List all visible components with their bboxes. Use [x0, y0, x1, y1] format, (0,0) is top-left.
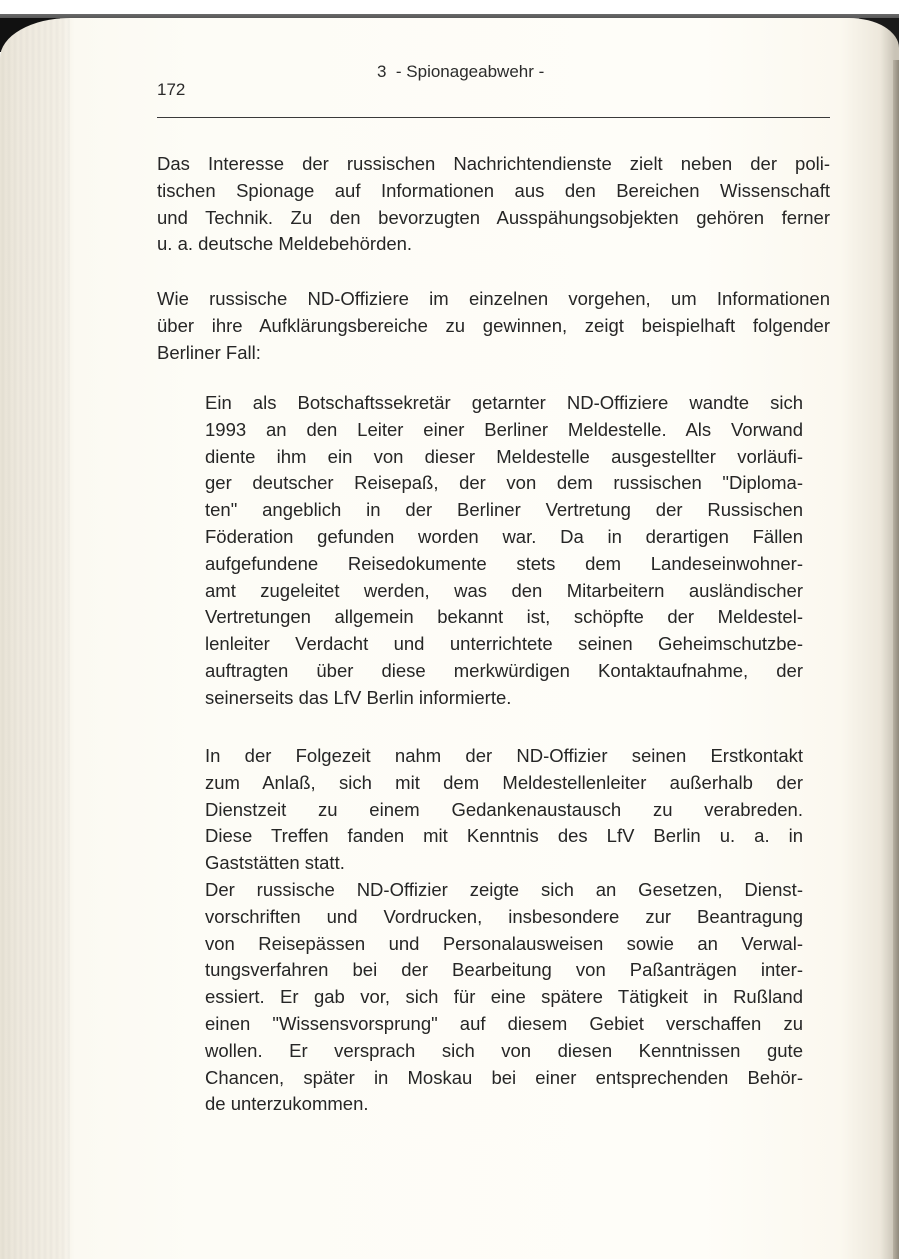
text-line: und Technik. Zu den bevorzugten Ausspähungsobjekten gehören ferner — [157, 206, 830, 228]
header-rule — [157, 117, 830, 118]
text-line: seinerseits das LfV Berlin informierte. — [205, 686, 512, 708]
text-line: Dienstzeit zu einem Gedankenaustausch zu verabreden. — [205, 798, 803, 820]
paragraph-intro — [157, 151, 830, 258]
text-line: Diese Treffen fanden mit Kenntnis des LfV Berlin u. a. in — [205, 825, 803, 847]
text-line: diente ihm ein von dieser Meldestelle ausgestellter vorläufi- — [205, 445, 803, 467]
text-line: Der russische ND-Offizier zeigte sich an Gesetzen, Dienst- — [205, 879, 803, 900]
text-line: lenleiter Verdacht und unterrichtete seinen Geheimschutzbe- — [205, 633, 803, 655]
text-line: ten" angeblich in der Berliner Vertretung der Russischen — [205, 499, 803, 521]
text-line: Gaststätten statt. — [205, 852, 345, 874]
text-line: Föderation gefunden worden war. Da in derartigen Fällen — [205, 525, 803, 547]
text-line: zum Anlaß, sich mit dem Meldestellenleiter außerhalb der — [205, 771, 803, 793]
text-line: In der Folgezeit nahm der ND-Offizier seinen Erstkontakt — [205, 745, 803, 766]
case-paragraph-3 — [205, 877, 803, 1118]
text-line: Das Interesse der russischen Nachrichtendienste zielt neben der poli- — [157, 153, 830, 174]
text-line: Ein als Botschaftssekretär getarnter ND-Offiziere wandte sich — [205, 392, 803, 413]
text-line: tischen Spionage auf Informationen aus den Bereichen Wissenschaft — [157, 179, 830, 201]
text-line: Vertretungen allgemein bekannt ist, schöpfte der Meldestel- — [205, 606, 803, 628]
text-line: vorschriften und Vordrucken, insbesondere zur Beantragung — [205, 905, 803, 927]
paragraph-method — [157, 286, 830, 366]
case-paragraph-1 — [205, 390, 803, 712]
text-line: ger deutscher Reisepaß, der von dem russischen "Diploma- — [205, 472, 803, 494]
text-line: von Reisepässen und Personalausweisen sowie an Verwal- — [205, 932, 803, 954]
text-line: auftragten über diese merkwürdigen Kontaktaufnahme, der — [205, 659, 803, 681]
text-line: über ihre Aufklärungsbereiche zu gewinnen, zeigt beispielhaft folgender — [157, 314, 830, 336]
text-line: essiert. Er gab vor, sich für eine spätere Tätigkeit in Rußland — [205, 986, 803, 1008]
text-line: 1993 an den Leiter einer Berliner Meldestelle. Als Vorwand — [205, 418, 803, 440]
text-line: einen "Wissensvorsprung" auf diesem Gebiet verschaffen zu — [205, 1012, 803, 1034]
text-line: Berliner Fall: — [157, 341, 261, 363]
text-line: aufgefundene Reisedokumente stets dem Landeseinwohner- — [205, 552, 803, 574]
page-right-edge — [893, 60, 899, 1259]
text-line: tungsverfahren bei der Bearbeitung von Paßanträgen inter- — [205, 959, 803, 981]
text-line: amt zugeleitet werden, was den Mitarbeitern ausländischer — [205, 579, 803, 601]
text-line: u. a. deutsche Meldebehörden. — [157, 233, 413, 255]
text-line: wollen. Er versprach sich von diesen Kenntnissen gute — [205, 1039, 803, 1061]
chapter-title: 3 - Spionageabwehr - — [377, 62, 545, 81]
page-number: 172 — [157, 80, 186, 99]
text-line: Chancen, später in Moskau bei einer entsprechenden Behör- — [205, 1066, 803, 1088]
case-paragraph-2 — [205, 743, 803, 877]
book-page — [0, 18, 899, 1259]
text-line: de unterzukommen. — [205, 1093, 369, 1115]
text-line: Wie russische ND-Offiziere im einzelnen vorgehen, um Informationen — [157, 288, 830, 309]
